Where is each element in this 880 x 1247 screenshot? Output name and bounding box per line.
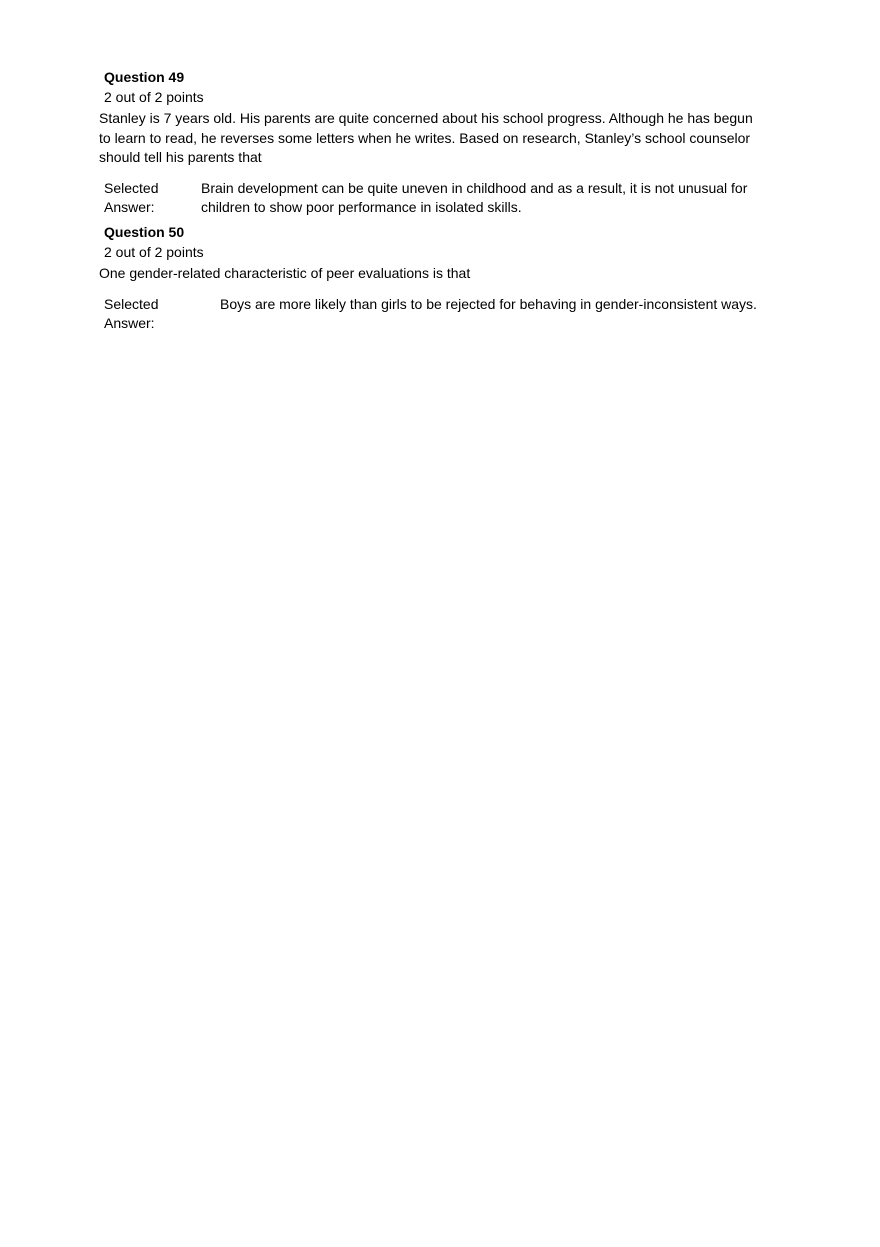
question-title: Question 49 xyxy=(104,69,185,85)
question-points: 2 out of 2 points xyxy=(104,89,204,105)
question-text: One gender-related characteristic of peer evaluations is that xyxy=(99,265,471,281)
selected-answer-label-line1: Selected xyxy=(104,179,159,196)
question-49 xyxy=(99,68,759,218)
selected-answer-text: Boys are more likely than girls to be rejected for behaving in gender-inconsistent ways. xyxy=(220,295,757,312)
selected-answer-row xyxy=(104,179,759,218)
selected-answer-label-line2: Answer: xyxy=(104,199,155,215)
question-title: Question 50 xyxy=(104,224,185,240)
selected-answer-label-line1: Selected xyxy=(104,295,159,312)
question-text: Stanley is 7 years old. His parents are quite concerned about his school progress. Although he has begun to learn to read, he reverses some letters when he writes. Based on research, Stanley’s school counselor should tell his parents that xyxy=(99,110,753,165)
selected-answer-row xyxy=(104,295,759,334)
selected-answer-label-line2: Answer: xyxy=(104,315,155,331)
selected-answer-label xyxy=(104,179,201,218)
selected-answer-label xyxy=(104,295,220,334)
selected-answer-text: Brain development can be quite uneven in childhood and as a result, it is not unusual for children to show poor performance in isolated skills. xyxy=(201,179,748,215)
question-50 xyxy=(99,223,759,334)
question-points: 2 out of 2 points xyxy=(104,244,204,260)
